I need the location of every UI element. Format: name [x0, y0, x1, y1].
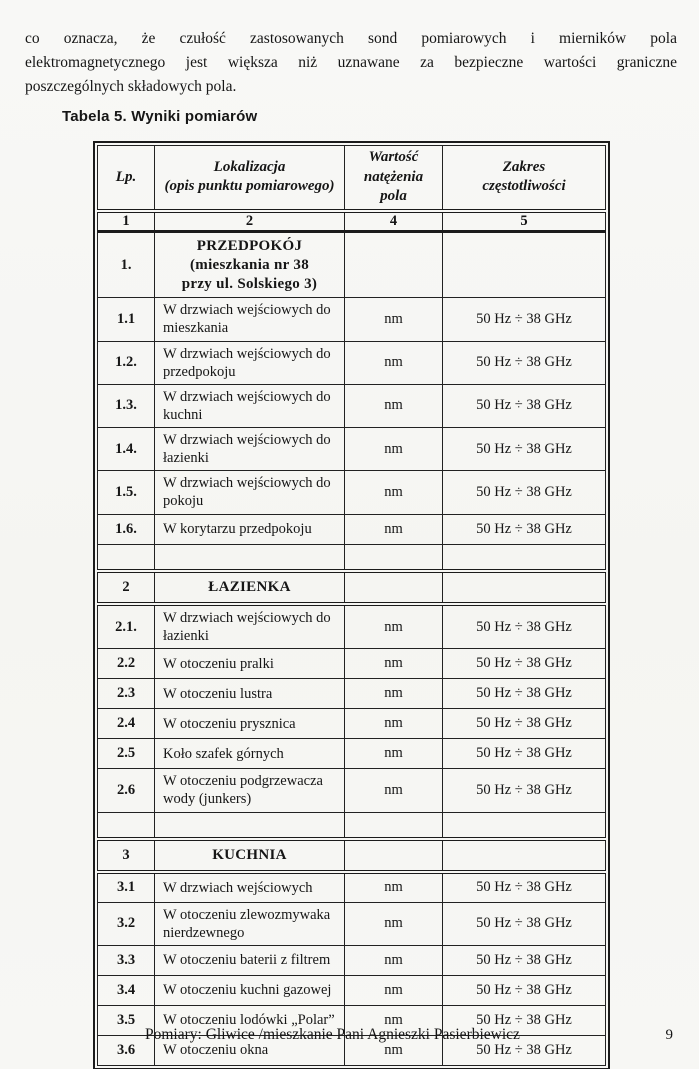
section-title-line: PRZEDPOKÓJ: [196, 238, 303, 254]
measurement-row: [98, 298, 606, 341]
empty-cell: [155, 812, 345, 839]
range-cell: 50 Hz ÷ 38 GHz: [443, 1005, 606, 1035]
section-number: 3: [98, 839, 155, 872]
column-header-label: Wartość: [368, 149, 419, 165]
measurement-row: [98, 471, 606, 514]
range-cell: 50 Hz ÷ 38 GHz: [443, 902, 606, 945]
location-cell: W otoczeniu lodówki „Polar”: [155, 1005, 345, 1035]
value-cell: nm: [345, 945, 443, 975]
empty-cell: [443, 544, 606, 571]
intro-line: co oznacza, że czułość zastosowanych sond pomiarowych i mierników pola: [25, 30, 677, 47]
section-title-line: KUCHNIA: [212, 847, 287, 864]
column-header-label: Lp.: [115, 168, 137, 185]
range-cell: [443, 232, 606, 298]
range-cell: 50 Hz ÷ 38 GHz: [443, 428, 606, 471]
empty-cell: [98, 812, 155, 839]
empty-row: [98, 812, 606, 839]
section-header-row: [98, 232, 606, 298]
lp-cell: 3.1: [98, 872, 155, 902]
lp-cell: 1.2.: [98, 341, 155, 384]
measurement-row: [98, 902, 606, 945]
column-number: 5: [443, 211, 606, 232]
measurement-row: [98, 739, 606, 769]
measurement-row: [98, 945, 606, 975]
location-cell: W otoczeniu lustra: [155, 679, 345, 709]
column-number: 2: [155, 211, 345, 232]
section-title-line: przy ul. Solskiego 3): [181, 275, 318, 292]
lp-cell: 2.1.: [98, 604, 155, 649]
empty-cell: [155, 544, 345, 571]
range-cell: 50 Hz ÷ 38 GHz: [443, 649, 606, 679]
section-title: [155, 571, 345, 604]
value-cell: nm: [345, 709, 443, 739]
measurement-row: [98, 709, 606, 739]
lp-cell: 2.2: [98, 649, 155, 679]
section-title: [155, 839, 345, 872]
lp-cell: 3.3: [98, 945, 155, 975]
range-cell: 50 Hz ÷ 38 GHz: [443, 769, 606, 812]
value-cell: nm: [345, 739, 443, 769]
empty-cell: [98, 544, 155, 571]
location-cell: W otoczeniu prysznica: [155, 709, 345, 739]
measurement-row: [98, 872, 606, 902]
column-header-range: [443, 146, 606, 211]
column-header-sublabel: (opis punktu pomiarowego): [164, 178, 335, 195]
location-cell: W korytarzu przedpokoju: [155, 514, 345, 544]
section-title-line: (mieszkania nr 38: [190, 256, 309, 273]
value-cell: nm: [345, 769, 443, 812]
page-footer: [0, 1026, 699, 1044]
value-cell: [345, 839, 443, 872]
lp-cell: 1.1: [98, 298, 155, 341]
section-title: [155, 232, 345, 298]
range-cell: 50 Hz ÷ 38 GHz: [443, 298, 606, 341]
column-header-value: [345, 146, 443, 211]
footer-caption: Pomiary: Gliwice /mieszkanie Pani Agnieszki Pasierbiewicz: [145, 1026, 520, 1043]
range-cell: [443, 839, 606, 872]
measurement-row: [98, 384, 606, 427]
location-cell: W drzwiach wejściowych do łazienki: [155, 428, 345, 471]
column-header-label: Lokalizacja: [213, 158, 286, 175]
value-cell: nm: [345, 384, 443, 427]
table-title: Tabela 5. Wyniki pomiarów: [62, 108, 258, 125]
section-number: 1.: [98, 232, 155, 298]
table-body: [98, 232, 606, 1066]
value-cell: nm: [345, 902, 443, 945]
location-cell: W otoczeniu pralki: [155, 649, 345, 679]
intro-line: poszczególnych składowych pola.: [25, 78, 237, 96]
value-cell: nm: [345, 872, 443, 902]
measurement-row: [98, 428, 606, 471]
location-cell: W drzwiach wejściowych do przedpokoju: [155, 341, 345, 384]
column-header-label: Zakres: [502, 158, 546, 175]
location-cell: W otoczeniu baterii z filtrem: [155, 945, 345, 975]
range-cell: 50 Hz ÷ 38 GHz: [443, 341, 606, 384]
measurement-row: [98, 341, 606, 384]
section-header-row: [98, 839, 606, 872]
measurement-row: [98, 769, 606, 812]
table-header-row: [98, 146, 606, 211]
location-cell: W drzwiach wejściowych do łazienki: [155, 604, 345, 649]
intro-paragraph: [25, 27, 677, 99]
lp-cell: 2.4: [98, 709, 155, 739]
value-cell: nm: [345, 428, 443, 471]
lp-cell: 3.4: [98, 975, 155, 1005]
range-cell: 50 Hz ÷ 38 GHz: [443, 739, 606, 769]
column-header-sublabel: natężenia pola: [363, 168, 424, 204]
lp-cell: 1.3.: [98, 384, 155, 427]
range-cell: 50 Hz ÷ 38 GHz: [443, 1035, 606, 1065]
location-cell: W drzwiach wejściowych do pokoju: [155, 471, 345, 514]
range-cell: 50 Hz ÷ 38 GHz: [443, 471, 606, 514]
lp-cell: 3.6: [98, 1035, 155, 1065]
section-header-row: [98, 571, 606, 604]
measurement-row: [98, 975, 606, 1005]
range-cell: 50 Hz ÷ 38 GHz: [443, 975, 606, 1005]
section-number: 2: [98, 571, 155, 604]
lp-cell: 1.6.: [98, 514, 155, 544]
empty-cell: [443, 812, 606, 839]
range-cell: 50 Hz ÷ 38 GHz: [443, 604, 606, 649]
value-cell: nm: [345, 471, 443, 514]
lp-cell: 2.5: [98, 739, 155, 769]
measurement-table-frame: [93, 141, 610, 1069]
range-cell: 50 Hz ÷ 38 GHz: [443, 872, 606, 902]
value-cell: nm: [345, 604, 443, 649]
column-number: 4: [345, 211, 443, 232]
location-cell: W drzwiach wejściowych: [155, 872, 345, 902]
measurement-row: [98, 679, 606, 709]
location-cell: W drzwiach wejściowych do mieszkania: [155, 298, 345, 341]
location-cell: W drzwiach wejściowych do kuchni: [155, 384, 345, 427]
section-title-line: ŁAZIENKA: [208, 579, 291, 596]
range-cell: 50 Hz ÷ 38 GHz: [443, 709, 606, 739]
value-cell: nm: [345, 1035, 443, 1065]
range-cell: 50 Hz ÷ 38 GHz: [443, 945, 606, 975]
column-number: 1: [98, 211, 155, 232]
range-cell: [443, 571, 606, 604]
column-header-sublabel: częstotliwości: [482, 178, 566, 195]
lp-cell: 1.4.: [98, 428, 155, 471]
column-header-lp: [98, 146, 155, 211]
location-cell: W otoczeniu kuchni gazowej: [155, 975, 345, 1005]
range-cell: 50 Hz ÷ 38 GHz: [443, 384, 606, 427]
column-number-row: [98, 211, 606, 232]
lp-cell: 1.5.: [98, 471, 155, 514]
column-header-location: [155, 146, 345, 211]
page-number: 9: [665, 1027, 673, 1043]
empty-cell: [345, 812, 443, 839]
location-cell: Koło szafek górnych: [155, 739, 345, 769]
measurement-row: [98, 514, 606, 544]
range-cell: 50 Hz ÷ 38 GHz: [443, 679, 606, 709]
location-cell: W otoczeniu okna: [155, 1035, 345, 1065]
measurement-table: [97, 145, 606, 1066]
location-cell: W otoczeniu podgrzewacza wody (junkers): [155, 769, 345, 812]
value-cell: nm: [345, 975, 443, 1005]
lp-cell: 3.5: [98, 1005, 155, 1035]
value-cell: [345, 232, 443, 298]
value-cell: nm: [345, 1005, 443, 1035]
empty-cell: [345, 544, 443, 571]
range-cell: 50 Hz ÷ 38 GHz: [443, 514, 606, 544]
measurement-row: [98, 649, 606, 679]
value-cell: nm: [345, 679, 443, 709]
measurement-row: [98, 604, 606, 649]
value-cell: nm: [345, 514, 443, 544]
value-cell: nm: [345, 341, 443, 384]
lp-cell: 2.6: [98, 769, 155, 812]
empty-row: [98, 544, 606, 571]
location-cell: W otoczeniu zlewozmywaka nierdzewnego: [155, 902, 345, 945]
intro-line: elektromagnetycznego jest większa niż uznawane za bezpieczne wartości graniczne: [25, 54, 677, 72]
value-cell: [345, 571, 443, 604]
lp-cell: 3.2: [98, 902, 155, 945]
lp-cell: 2.3: [98, 679, 155, 709]
value-cell: nm: [345, 649, 443, 679]
value-cell: nm: [345, 298, 443, 341]
